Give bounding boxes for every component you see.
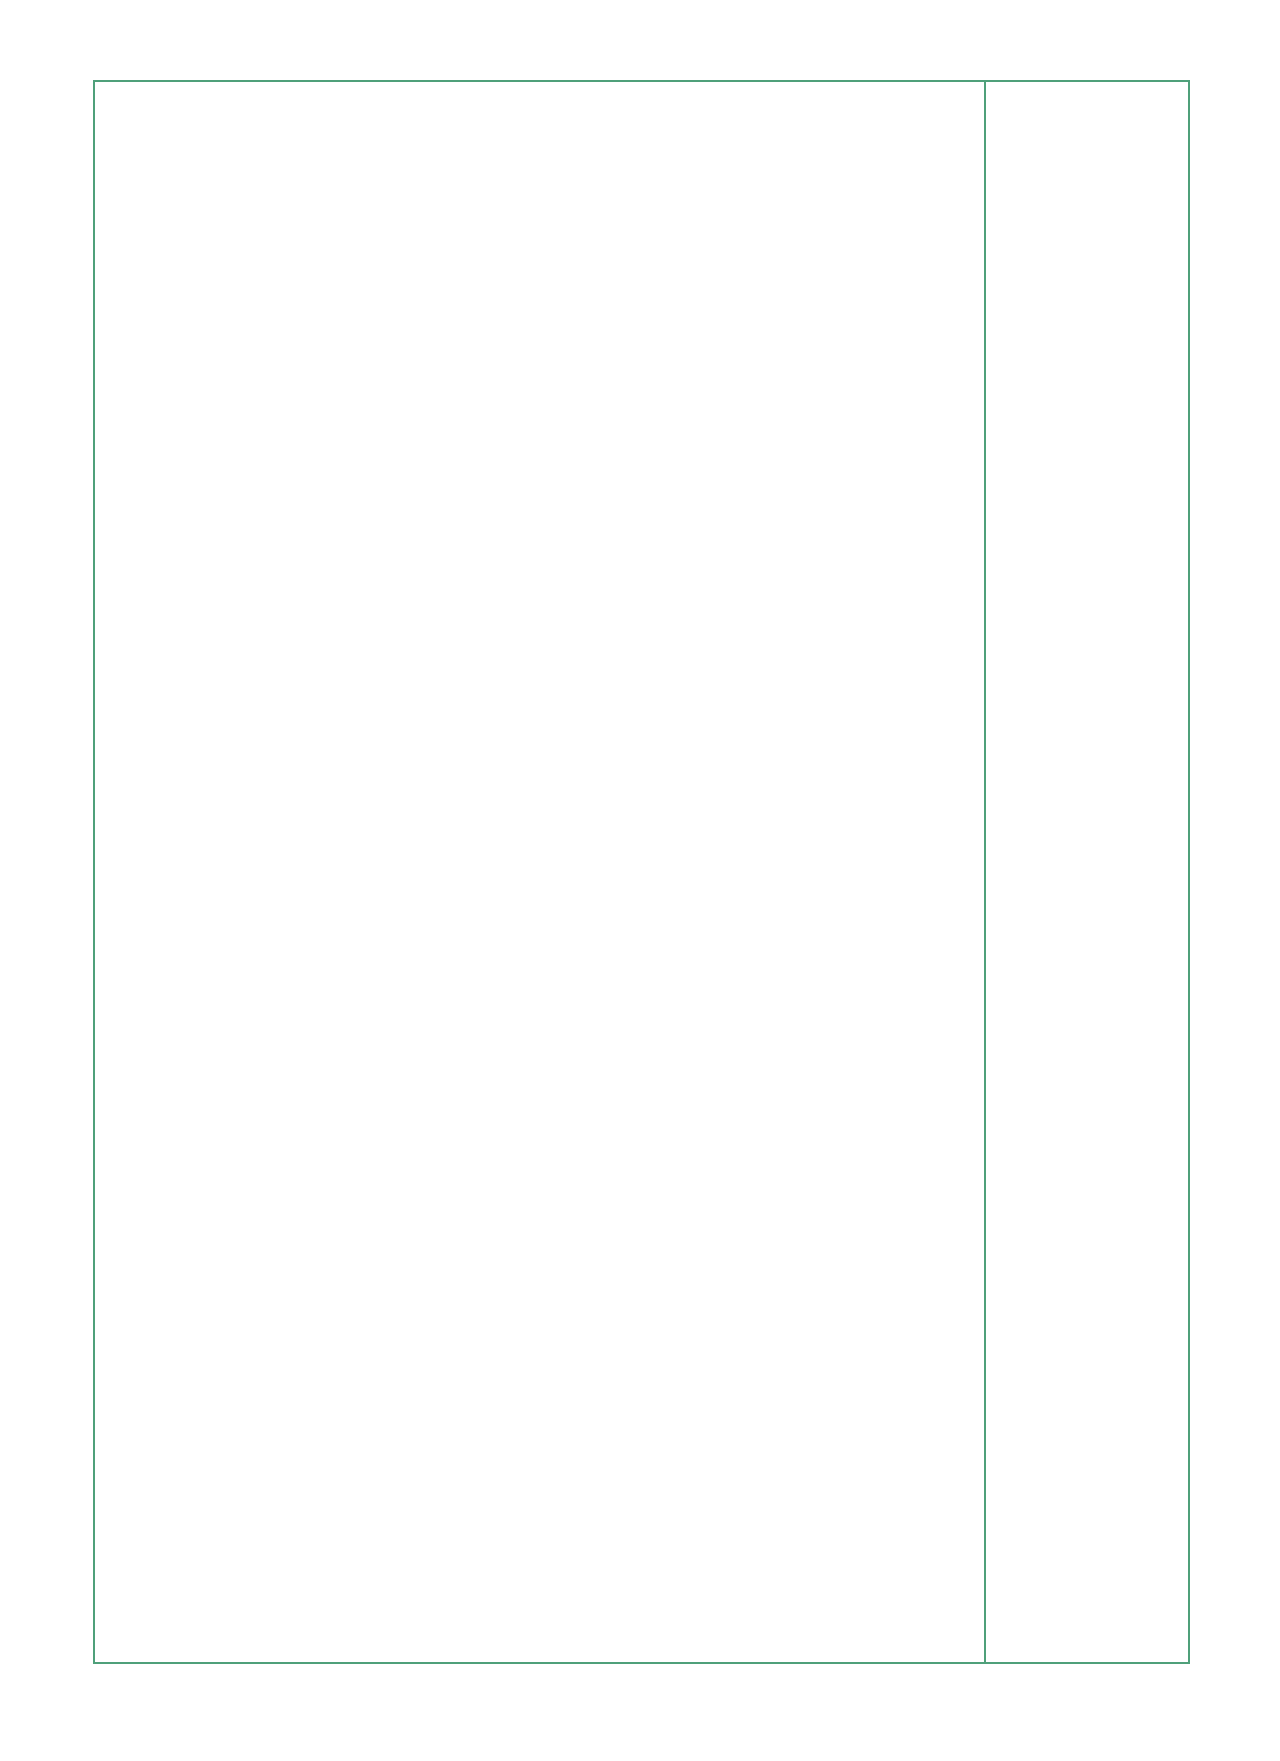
writing-grid — [93, 80, 984, 1664]
margin-column — [984, 80, 1190, 1664]
